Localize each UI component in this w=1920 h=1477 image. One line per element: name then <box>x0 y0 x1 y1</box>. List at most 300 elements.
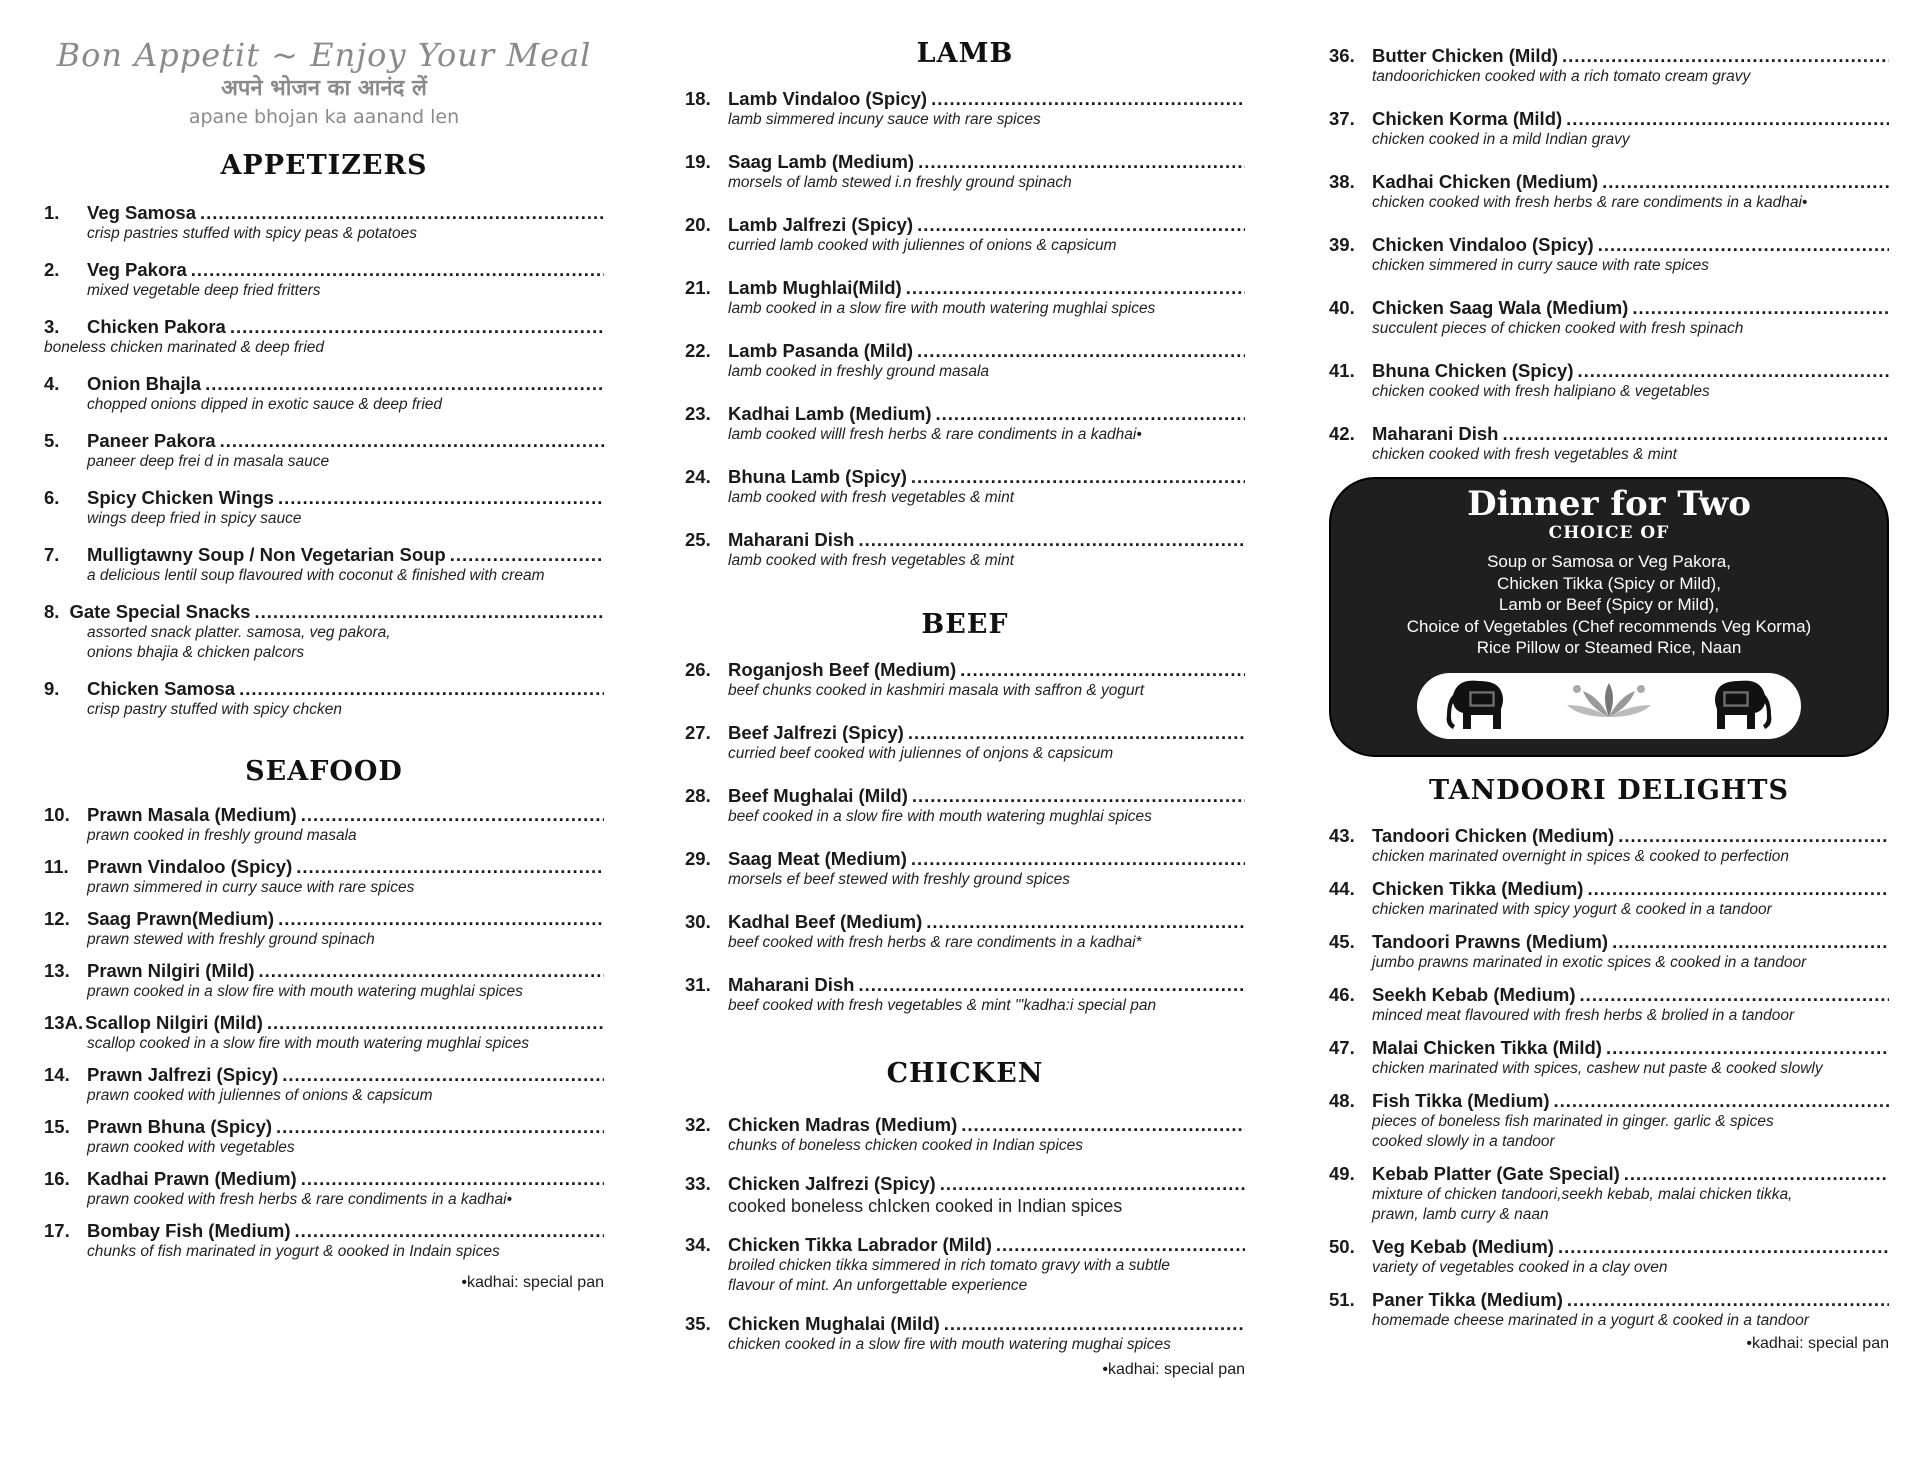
dot-leader <box>961 1113 1245 1136</box>
menu-item-name: Prawn Bhuna (Spicy) <box>87 1116 273 1137</box>
menu-item-description: succulent pieces of chicken cooked with fresh spinach <box>1372 320 1744 337</box>
menu-item-heading <box>1329 824 1889 847</box>
menu-item <box>44 959 604 1002</box>
menu-item <box>44 1063 604 1106</box>
menu-item-heading <box>44 201 604 224</box>
menu-item-number: 6. <box>44 487 60 508</box>
menu-item-description: cooked slowly in a tandoor <box>1372 1132 1555 1150</box>
menu-item-name: Chicken Mughalai (Mild) <box>728 1313 940 1334</box>
menu-item-heading <box>1329 107 1889 130</box>
menu-item-name: Chicken Madras (Medium) <box>728 1114 958 1135</box>
tagline-english: Bon Appetit ~ Enjoy Your Meal <box>56 36 592 74</box>
menu-item-description: lamb cooked willl fresh herbs & rare condiments in a kadhai• <box>728 426 1142 443</box>
menu-item-name: Kebab Platter (Gate Special) <box>1372 1162 1620 1184</box>
menu-item <box>44 486 604 529</box>
dot-leader <box>191 258 604 281</box>
menu-item-heading <box>685 402 1245 425</box>
dinner-line: Soup or Samosa or Veg Pakora, <box>1487 552 1731 571</box>
menu-item <box>685 973 1245 1016</box>
menu-item <box>44 201 604 244</box>
menu-item-name: Saag Lamb (Medium) <box>728 151 915 172</box>
menu-item-heading <box>44 258 604 281</box>
menu-item-heading <box>685 973 1245 996</box>
menu-item-number: 11. <box>44 856 69 877</box>
menu-item-number: 23. <box>685 403 711 424</box>
menu-item-heading <box>685 658 1245 681</box>
menu-item-heading <box>44 907 604 930</box>
menu-item-name: Malai Chicken Tikka (Mild) <box>1372 1036 1602 1058</box>
menu-item-heading <box>1329 359 1889 382</box>
menu-item-number: 47. <box>1329 1036 1355 1058</box>
dinner-line: Lamb or Beef (Spicy or Mild), <box>1498 595 1720 614</box>
menu-item-number: 10. <box>44 804 70 825</box>
dot-leader <box>940 1172 1245 1195</box>
dinner-subtitle: CHOICE OF <box>1548 523 1670 543</box>
menu-item <box>685 402 1245 445</box>
menu-item <box>44 1167 604 1210</box>
menu-item-heading <box>1329 44 1889 67</box>
menu-item-heading <box>44 372 604 395</box>
menu-item-number: 28. <box>685 785 711 806</box>
menu-item-number: 8. <box>44 601 60 622</box>
dot-leader <box>1566 107 1889 130</box>
section-title-lamb: LAMB <box>916 38 1014 69</box>
menu-item-description: a delicious lentil soup flavoured with coconut & finished with cream <box>87 567 545 584</box>
footnote: •kadhai: special pan <box>461 1274 604 1291</box>
menu-item-heading <box>44 315 604 338</box>
dot-leader <box>1587 877 1889 900</box>
menu-item-number: 18. <box>685 88 711 109</box>
menu-item-name: Tandoori Prawns (Medium) <box>1372 930 1609 952</box>
menu-item-heading <box>685 784 1245 807</box>
menu-item-number: 13A. <box>44 1012 84 1033</box>
menu-item-heading <box>1329 1036 1889 1059</box>
menu-item-description: crisp pastries stuffed with spicy peas & potatoes <box>87 225 417 242</box>
menu-item-description: lamb simmered incuny sauce with rare spices <box>728 111 1041 128</box>
menu-item <box>685 528 1245 571</box>
dot-leader <box>936 402 1245 425</box>
menu-item-description: beef cooked with fresh vegetables & mint "'kadha:i special pan <box>728 997 1157 1014</box>
dot-leader <box>296 855 604 878</box>
section-title-seafood: SEAFOOD <box>245 756 403 787</box>
menu-item-heading <box>1329 930 1889 953</box>
menu-item <box>44 677 604 720</box>
menu-item-heading <box>1329 1162 1889 1185</box>
menu-item-number: 44. <box>1329 877 1355 899</box>
dot-leader <box>267 1011 604 1034</box>
chicken-list-part-2 <box>1329 44 1889 465</box>
dot-leader <box>282 1063 604 1086</box>
menu-item-number: 34. <box>685 1234 711 1255</box>
menu-item-name: Onion Bhajla <box>87 373 202 394</box>
menu-item-heading <box>685 847 1245 870</box>
dot-leader <box>254 600 604 623</box>
menu-item-name: Chicken Saag Wala (Medium) <box>1372 297 1629 318</box>
menu-item-heading <box>44 803 604 826</box>
menu-item-description: minced meat flavoured with fresh herbs & brolied in a tandoor <box>1372 1006 1795 1024</box>
menu-item <box>685 1172 1245 1217</box>
menu-item-description: prawn cooked with fresh herbs & rare condiments in a kadhai• <box>87 1191 513 1208</box>
menu-item-description: prawn cooked in a slow fire with mouth watering mughlai spices <box>87 983 523 1000</box>
menu-item-heading <box>44 1167 604 1190</box>
menu-item <box>44 372 604 415</box>
menu-item <box>685 465 1245 508</box>
menu-item-number: 19. <box>685 151 711 172</box>
dinner-title: Dinner for Two <box>1467 484 1751 524</box>
menu-item-number: 21. <box>685 277 711 298</box>
menu-item-description: curried lamb cooked with juliennes of onions & capsicum <box>728 237 1117 254</box>
dot-leader <box>1606 1036 1889 1059</box>
menu-item <box>685 1312 1245 1355</box>
chicken-list-part-1 <box>685 1113 1245 1355</box>
menu-item-description: curried beef cooked with juliennes of onjons & capsicum <box>728 745 1114 762</box>
menu-item-description: broiled chicken tikka simmered in rich tomato gravy with a subtle <box>728 1257 1170 1274</box>
elephant-ornament-band <box>1417 673 1801 739</box>
dot-leader <box>1554 1089 1890 1112</box>
menu-item-description: chicken marinated overnight in spices & cooked to perfection <box>1372 847 1790 865</box>
menu-item-description: beef cooked with fresh herbs & rare condiments in a kadhai* <box>728 934 1142 951</box>
menu-item-name: Lamb Jalfrezi (Spicy) <box>728 214 914 235</box>
menu-item-description: variety of vegetables cooked in a clay oven <box>1372 1258 1668 1276</box>
dot-leader <box>858 973 1245 996</box>
seafood-list <box>44 803 604 1262</box>
menu-item <box>1329 877 1889 920</box>
dot-leader <box>1562 44 1889 67</box>
menu-item-number: 43. <box>1329 824 1355 846</box>
menu-item-description: scallop cooked in a slow fire with mouth watering mughlai spices <box>87 1035 529 1052</box>
menu-item-description: prawn stewed with freshly ground spinach <box>87 931 375 948</box>
dot-leader <box>200 201 604 224</box>
tagline-transliteration: apane bhojan ka aanand len <box>188 106 460 128</box>
menu-item-name: Veg Samosa <box>87 202 197 223</box>
menu-item-heading <box>1329 233 1889 256</box>
menu-item-name: Mulligtawny Soup / Non Vegetarian Soup <box>87 544 446 565</box>
menu-item <box>685 658 1245 701</box>
menu-item <box>44 258 604 301</box>
tandoori-list <box>1329 824 1889 1331</box>
menu-item-heading <box>44 486 604 509</box>
dot-leader <box>906 276 1245 299</box>
menu-item-number: 25. <box>685 529 711 550</box>
menu-item <box>1329 983 1889 1026</box>
menu-item <box>685 1233 1245 1296</box>
menu-item-description: onions bhajia & chicken palcors <box>87 644 305 661</box>
menu-item-number: 32. <box>685 1114 711 1135</box>
dot-leader <box>908 721 1245 744</box>
menu-item <box>44 1011 604 1054</box>
menu-item-heading <box>44 855 604 878</box>
menu-item-description: tandoorichicken cooked with a rich tomato cream gravy <box>1372 68 1751 85</box>
menu-item-heading <box>44 1063 604 1086</box>
menu-item <box>44 1115 604 1158</box>
menu-item-number: 20. <box>685 214 711 235</box>
menu-item-name: Maharani Dish <box>728 529 855 550</box>
menu-item-number: 49. <box>1329 1162 1355 1184</box>
menu-column-3 <box>1329 0 1889 1353</box>
dot-leader <box>450 543 604 566</box>
dot-leader <box>1618 824 1889 847</box>
menu-item-description: lamb cooked in a slow fire with mouth watering mughlai spices <box>728 300 1156 317</box>
elephant-icon <box>1707 677 1773 735</box>
dot-leader <box>301 803 604 826</box>
menu-item-heading <box>1329 1288 1889 1311</box>
dot-leader <box>278 486 604 509</box>
dot-leader <box>996 1233 1245 1256</box>
menu-item-number: 3. <box>44 316 60 337</box>
menu-item-description: cooked boneless chIcken cooked in Indian spices <box>728 1196 1123 1216</box>
menu-item <box>1329 1089 1889 1152</box>
menu-item-description: mixture of chicken tandoori,seekh kebab, malai chicken tikka, <box>1372 1185 1793 1203</box>
menu-item-name: Lamb Mughlai(Mild) <box>728 277 902 298</box>
dot-leader <box>230 315 604 338</box>
menu-item-name: Maharani Dish <box>1372 423 1499 444</box>
menu-item <box>1329 930 1889 973</box>
menu-item-number: 39. <box>1329 234 1355 255</box>
menu-item-name: Paner Tikka (Medium) <box>1372 1288 1563 1310</box>
menu-item-name: Saag Prawn(Medium) <box>87 908 275 929</box>
menu-item-description: chicken cooked in a mild Indian gravy <box>1372 131 1630 148</box>
dinner-for-two-box <box>1329 477 1889 757</box>
section-title-tandoori: TANDOORI DELIGHTS <box>1429 774 1789 806</box>
menu-item-heading <box>685 276 1245 299</box>
menu-item-description: paneer deep frei d in masala sauce <box>87 453 330 470</box>
menu-item <box>685 339 1245 382</box>
menu-item-heading <box>1329 1235 1889 1258</box>
section-title-beef: BEEF <box>921 609 1009 640</box>
tagline <box>44 36 604 130</box>
menu-item <box>44 855 604 898</box>
menu-item-description: flavour of mint. An unforgettable experience <box>728 1277 1028 1294</box>
menu-item-description: prawn cooked in freshly ground masala <box>87 827 357 844</box>
menu-item-name: Kadhal Beef (Medium) <box>728 911 923 932</box>
menu-item-number: 36. <box>1329 45 1355 66</box>
menu-item-name: Lamb Pasanda (Mild) <box>728 340 914 361</box>
menu-item-description: chicken cooked with fresh herbs & rare condiments in a kadhai• <box>1372 194 1808 211</box>
menu-item-number: 12. <box>44 908 70 929</box>
menu-item-description: chicken marinated with spices, cashew nut paste & cooked slowly <box>1372 1059 1823 1077</box>
dot-leader <box>926 910 1245 933</box>
menu-item-description: chunks of boneless chicken cooked in Indian spices <box>728 1137 1083 1154</box>
menu-item-description: chopped onions dipped in exotic sauce & deep fried <box>87 396 443 413</box>
menu-item-description: chunks of fish marinated in yogurt & oooked in Indain spices <box>87 1243 500 1260</box>
menu-item-heading <box>685 1233 1245 1256</box>
dot-leader <box>301 1167 604 1190</box>
menu-item-name: Bhuna Chicken (Spicy) <box>1372 360 1574 381</box>
menu-item-name: Prawn Masala (Medium) <box>87 804 297 825</box>
menu-item-number: 1. <box>44 202 60 223</box>
menu-item-heading <box>44 677 604 700</box>
menu-item-number: 48. <box>1329 1089 1355 1111</box>
menu-item-description: chicken cooked with fresh halipiano & vegetables <box>1372 383 1710 400</box>
menu-item-description: jumbo prawns marinated in exotic spices & cooked in a tandoor <box>1372 953 1807 971</box>
menu-item-number: 17. <box>44 1220 70 1241</box>
menu-item <box>44 543 604 586</box>
menu-item <box>685 87 1245 130</box>
lotus-ornament-icon <box>1559 677 1659 735</box>
menu-item-description: mixed vegetable deep fried fritters <box>87 282 321 299</box>
menu-item <box>1329 233 1889 276</box>
menu-item-name: Kadhai Prawn (Medium) <box>87 1168 297 1189</box>
menu-item-number: 2. <box>44 259 60 280</box>
dot-leader <box>960 658 1245 681</box>
dot-leader <box>1612 930 1889 953</box>
menu-item-name: Prawn Jalfrezi (Spicy) <box>87 1064 279 1085</box>
menu-item-heading <box>685 87 1245 110</box>
menu-item-name: Chicken Jalfrezi (Spicy) <box>728 1173 936 1194</box>
menu-item-name: Fish Tikka (Medium) <box>1372 1089 1550 1111</box>
menu-item <box>685 150 1245 193</box>
menu-item-heading <box>44 1115 604 1138</box>
menu-item-description: chicken cooked in a slow fire with mouth watering mughai spices <box>728 1336 1171 1353</box>
menu-item-description: chicken marinated with spicy yogurt & cooked in a tandoor <box>1372 900 1772 918</box>
dot-leader <box>1558 1235 1889 1258</box>
menu-item-description: chicken simmered in curry sauce with rate spices <box>1372 257 1709 274</box>
menu-item <box>685 784 1245 827</box>
menu-item <box>1329 1036 1889 1079</box>
menu-item-description: boneless chicken marinated & deep fried <box>44 339 325 356</box>
menu-item <box>1329 107 1889 150</box>
menu-item-heading <box>1329 1089 1889 1112</box>
dot-leader <box>1577 359 1889 382</box>
dot-leader <box>917 213 1245 236</box>
menu-item-heading <box>685 465 1245 488</box>
menu-item <box>1329 824 1889 867</box>
menu-item <box>44 1219 604 1262</box>
dot-leader <box>858 528 1245 551</box>
menu-item-name: Chicken Korma (Mild) <box>1372 108 1563 129</box>
menu-item-name: Kadhai Lamb (Medium) <box>728 403 932 424</box>
menu-item-name: Seekh Kebab (Medium) <box>1372 983 1576 1005</box>
menu-item-description: lamb cooked with fresh vegetables & mint <box>728 489 1015 506</box>
menu-item-heading <box>685 1312 1245 1335</box>
menu-item-heading <box>685 339 1245 362</box>
menu-item-number: 40. <box>1329 297 1355 318</box>
dot-leader <box>918 150 1245 173</box>
menu-item-name: Bhuna Lamb (Spicy) <box>728 466 907 487</box>
menu-item-heading <box>685 1172 1245 1195</box>
tagline-hindi: अपने भोजन का आनंद लें <box>221 76 427 101</box>
menu-item-heading <box>685 721 1245 744</box>
menu-item-name: Lamb Vindaloo (Spicy) <box>728 88 928 109</box>
menu-item <box>685 910 1245 953</box>
menu-item-number: 41. <box>1329 360 1355 381</box>
menu-item-name: Kadhai Chicken (Medium) <box>1372 171 1599 192</box>
menu-item-description: prawn simmered in curry sauce with rare spices <box>87 879 415 896</box>
dot-leader <box>1632 296 1889 319</box>
menu-item-name: Chicken Pakora <box>87 316 226 337</box>
menu-item-name: Tandoori Chicken (Medium) <box>1372 824 1615 846</box>
dot-leader <box>1602 170 1889 193</box>
menu-item-description: morsels of lamb stewed i.n freshly ground spinach <box>728 174 1072 191</box>
menu-item-name: Paneer Pakora <box>87 430 216 451</box>
menu-item-description: beef cooked in a slow fire with mouth watering mughlai spices <box>728 808 1152 825</box>
menu-item <box>1329 1162 1889 1225</box>
menu-item-heading <box>685 1113 1245 1136</box>
menu-item-number: 51. <box>1329 1288 1355 1310</box>
menu-item-heading <box>685 910 1245 933</box>
dot-leader <box>295 1219 604 1242</box>
menu-item-number: 14. <box>44 1064 70 1085</box>
menu-item <box>44 315 604 358</box>
menu-item-name: Spicy Chicken Wings <box>87 487 274 508</box>
section-title-chicken: CHICKEN <box>886 1058 1044 1089</box>
menu-item-name: Bombay Fish (Medium) <box>87 1220 291 1241</box>
menu-item-number: 29. <box>685 848 711 869</box>
menu-item-description: crisp pastry stuffed with spicy chcken <box>87 701 342 718</box>
menu-item-description: prawn cooked with juliennes of onions & capsicum <box>87 1087 433 1104</box>
menu-item-description: assorted snack platter. samosa, veg pakora, <box>87 624 391 641</box>
menu-item-description: pieces of boneless fish marinated in ginger. garlic & spices <box>1372 1112 1774 1130</box>
dot-leader <box>259 959 604 982</box>
menu-item-description: homemade cheese marinated in a yogurt & cooked in a tandoor <box>1372 1311 1809 1329</box>
menu-item-heading <box>1329 422 1889 445</box>
menu-item-name: Butter Chicken (Mild) <box>1372 45 1559 66</box>
menu-item <box>685 1113 1245 1156</box>
menu-item <box>685 213 1245 256</box>
dot-leader <box>1567 1288 1889 1311</box>
dot-leader <box>931 87 1245 110</box>
menu-item-number: 27. <box>685 722 711 743</box>
section-title-appetizers: APPETIZERS <box>220 150 428 181</box>
menu-item-name: Gate Special Snacks <box>69 601 251 622</box>
footnote: •kadhai: special pan <box>1102 1361 1245 1378</box>
menu-item-heading <box>1329 296 1889 319</box>
menu-item-heading <box>44 600 604 623</box>
menu-item-description: lamb cooked with fresh vegetables & mint <box>728 552 1015 569</box>
dot-leader <box>911 847 1245 870</box>
menu-column-2 <box>685 0 1245 1379</box>
menu-item-heading <box>1329 983 1889 1006</box>
dinner-line: Chicken Tikka (Spicy or Mild), <box>1497 573 1721 593</box>
menu-column-1 <box>44 0 604 1292</box>
menu-item-description: prawn, lamb curry & naan <box>1372 1205 1549 1223</box>
dot-leader <box>917 339 1245 362</box>
menu-item-name: Beef Jalfrezi (Spicy) <box>728 722 904 743</box>
appetizers-list <box>44 201 604 720</box>
menu-item-name: Prawn Vindaloo (Spicy) <box>87 856 293 877</box>
menu-item-number: 9. <box>44 678 60 699</box>
dot-leader <box>911 465 1245 488</box>
menu-item-heading <box>685 528 1245 551</box>
menu-item-number: 45. <box>1329 930 1355 952</box>
dot-leader <box>220 429 604 452</box>
menu-item-number: 46. <box>1329 983 1355 1005</box>
menu-item-number: 26. <box>685 659 711 680</box>
menu-item-heading <box>1329 170 1889 193</box>
menu-item-description: chicken cooked with fresh vegetables & mint <box>1372 446 1677 463</box>
menu-item-number: 33. <box>685 1173 711 1194</box>
menu-item <box>44 429 604 472</box>
menu-item-heading <box>44 429 604 452</box>
menu-item-name: Roganjosh Beef (Medium) <box>728 659 957 680</box>
menu-item-number: 7. <box>44 544 60 565</box>
menu-item-number: 24. <box>685 466 711 487</box>
menu-item <box>1329 1235 1889 1278</box>
menu-item-name: Chicken Tikka (Medium) <box>1372 877 1584 899</box>
menu-item <box>44 600 604 663</box>
menu-item-number: 16. <box>44 1168 70 1189</box>
dot-leader <box>278 907 604 930</box>
dot-leader <box>239 677 604 700</box>
menu-item-description: lamb cooked in freshly ground masala <box>728 363 990 380</box>
menu-item-name: Veg Kebab (Medium) <box>1372 1235 1554 1257</box>
menu-item-number: 37. <box>1329 108 1355 129</box>
dot-leader <box>944 1312 1245 1335</box>
menu-item-description: morsels ef beef stewed with freshly ground spices <box>728 871 1071 888</box>
menu-item-name: Chicken Samosa <box>87 678 236 699</box>
menu-item-heading <box>44 1219 604 1242</box>
dot-leader <box>1598 233 1889 256</box>
